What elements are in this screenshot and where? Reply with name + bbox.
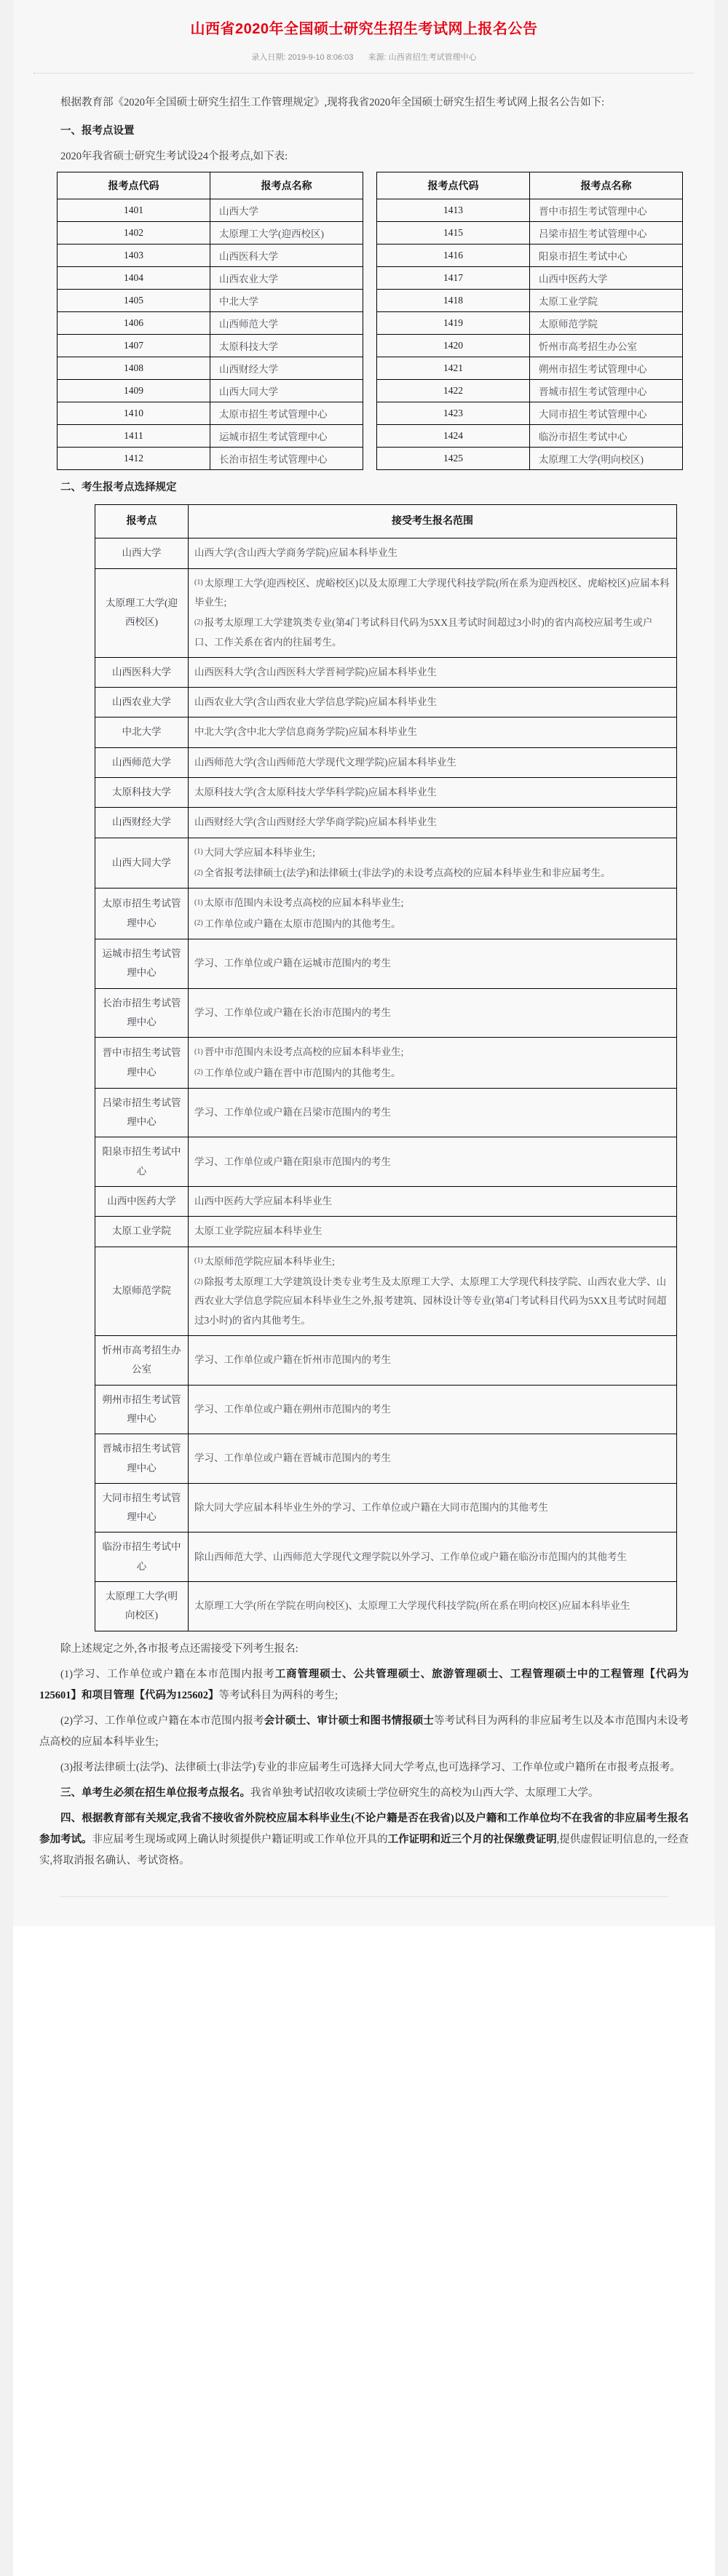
table-row: [377, 312, 683, 335]
exam-site-code: 1410: [58, 402, 210, 425]
scope-description: [189, 747, 677, 777]
exam-site-code: 1408: [58, 357, 210, 380]
scope-site-name: 太原理工大学(明向校区): [95, 1582, 189, 1631]
table-row: [95, 808, 677, 838]
note-item: [39, 1664, 689, 1706]
scope-description: [189, 1187, 677, 1217]
scope-description: [189, 1582, 677, 1631]
scope-description: [189, 939, 677, 988]
column-header-scope: 接受考生报名范围: [189, 505, 677, 538]
exam-site-code: 1413: [377, 199, 530, 222]
scope-site-name: 中北大学: [95, 717, 189, 747]
exam-site-name: 临汾市招生考试中心: [530, 425, 683, 448]
page-right-rail: [715, 0, 728, 2576]
column-header-site: 报考点: [95, 505, 189, 538]
table-header-row: [377, 172, 683, 199]
section-3-paragraph: [39, 1783, 689, 1804]
table-row: [95, 717, 677, 747]
table-row: [95, 889, 677, 939]
table-row: [377, 448, 683, 470]
scope-item-number: (1): [194, 579, 203, 587]
exam-site-code: 1415: [377, 222, 530, 245]
table-row: [95, 1217, 677, 1247]
scope-site-name: 太原市招生考试管理中心: [95, 889, 189, 939]
scope-description: [189, 988, 677, 1038]
scope-line: 学习、工作单位或户籍在阳泉市范围内的考生: [194, 1156, 391, 1167]
table-row: [58, 290, 363, 312]
scope-line: (2) 全省报考法律硕士(法学)和法律硕士(非法学)的未设考点高校的应届本科毕业生和非应届考生。: [194, 867, 611, 879]
exam-site-code: 1405: [58, 290, 210, 312]
scope-description: [189, 1038, 677, 1089]
scope-site-name: 阳泉市招生考试中心: [95, 1137, 189, 1187]
column-header-code: 报考点代码: [377, 172, 530, 199]
exam-site-name: 太原市招生考试管理中心: [210, 402, 363, 425]
section-4-paragraph: [39, 1808, 689, 1872]
exam-site-name: 太原工业学院: [530, 290, 683, 312]
scope-line: 除大同大学应届本科毕业生外的学习、工作单位或户籍在大同市范围内的其他考生: [194, 1502, 548, 1514]
scope-description: [189, 1434, 677, 1484]
exam-site-scope-body: [95, 538, 677, 1631]
scope-description: [189, 1533, 677, 1582]
section-1-heading: 一、报考点设置: [60, 125, 135, 137]
scope-description: [189, 1137, 677, 1187]
exam-site-code: 1422: [377, 380, 530, 402]
exam-site-code: 1409: [58, 380, 210, 402]
table-row: [58, 380, 363, 402]
scope-line: (1) 太原师范学院应届本科毕业生;: [194, 1255, 335, 1267]
exam-site-name: 太原师范学院: [530, 312, 683, 335]
note-prefix: (3)报考法律硕士(法学)、法律硕士(非法学)专业的非应届考生可选择大同大学考点,也可选择学习、工作单位或户籍所在市报考点报考。: [60, 1761, 681, 1773]
scope-site-name: 朔州市招生考试管理中心: [95, 1385, 189, 1434]
scope-site-name: 山西财经大学: [95, 808, 189, 838]
table-row: [377, 245, 683, 267]
table-row: [377, 199, 683, 222]
scope-description: [189, 538, 677, 568]
scope-site-name: 山西师范大学: [95, 747, 189, 777]
table-row: [377, 290, 683, 312]
exam-site-name: 山西大学: [210, 199, 363, 222]
table-row: [377, 402, 683, 425]
scope-line: 太原科技大学(含太原科技大学华科学院)应届本科毕业生: [194, 787, 437, 798]
table-row: [58, 312, 363, 335]
table-row: [95, 1038, 677, 1089]
exam-site-name: 中北大学: [210, 290, 363, 312]
column-header-code: 报考点代码: [58, 172, 210, 199]
scope-site-name: 吕梁市招生考试管理中心: [95, 1088, 189, 1137]
note-suffix: 等考试科目为两科的考生;: [218, 1689, 339, 1701]
scope-site-name: 太原科技大学: [95, 778, 189, 808]
exam-site-name: 朔州市招生考试管理中心: [530, 357, 683, 380]
table-row: [377, 335, 683, 357]
table-row: [95, 778, 677, 808]
table-row: [95, 688, 677, 717]
table-row: [377, 222, 683, 245]
footer-divider: [60, 1896, 668, 1897]
exam-site-name: 太原科技大学: [210, 335, 363, 357]
scope-site-name: 大同市招生考试管理中心: [95, 1483, 189, 1533]
scope-item-number: (2): [194, 1068, 203, 1077]
scope-description: [189, 688, 677, 717]
exam-site-code-tables: [39, 172, 689, 470]
section-3-text: 我省单独考试招收攻读硕士学位研究生的高校为山西大学、太原理工大学。: [250, 1786, 599, 1799]
scope-line: 山西农业大学(含山西农业大学信息学院)应届本科毕业生: [194, 696, 437, 708]
exam-site-code: 1406: [58, 312, 210, 335]
exam-site-code: 1418: [377, 290, 530, 312]
exam-site-name: 运城市招生考试管理中心: [210, 425, 363, 448]
note-emphasis: 工商管理硕士、公共管理硕士、旅游管理硕士、工程管理硕士中的工程管理【代码为125601】和项目管理【代码为125602】: [39, 1668, 689, 1701]
exam-site-right-body: [377, 199, 683, 470]
scope-line: (1) 太原市范围内未设考点高校的应届本科毕业生;: [194, 897, 404, 909]
exam-site-code: 1421: [377, 357, 530, 380]
table-row: [377, 267, 683, 290]
scope-site-name: 山西中医药大学: [95, 1187, 189, 1217]
scope-line: (2) 除报考太原理工大学建筑设计类专业考生及太原理工大学、太原理工大学现代科技学院、山西农业大学、山西农业大学信息学院应届本科毕业生之外,报考建筑、园林设计等专业(第4门考试科目代码为5XX且考试时间超过3小时)的省内其他考生。: [194, 1276, 667, 1326]
table-row: [95, 1137, 677, 1187]
page-title: 山西省2020年全国硕士研究生招生考试网上报名公告: [190, 21, 538, 37]
exam-site-name: 山西医科大学: [210, 245, 363, 267]
scope-site-name: 山西医科大学: [95, 657, 189, 687]
exam-site-name: 阳泉市招生考试中心: [530, 245, 683, 267]
exam-site-name: 山西大同大学: [210, 380, 363, 402]
table-header-row: [58, 172, 363, 199]
table-row: [95, 939, 677, 988]
exam-site-code: 1423: [377, 402, 530, 425]
section-4-tail: ,提供虚假证明信息的,一经查实,将取消报名确认、考试资格。: [39, 1833, 689, 1867]
exam-site-name: 太原理工大学(迎西校区): [210, 222, 363, 245]
scope-site-name: 长治市招生考试管理中心: [95, 988, 189, 1038]
exam-site-code: 1411: [58, 425, 210, 448]
scope-line: 学习、工作单位或户籍在忻州市范围内的考生: [194, 1354, 391, 1366]
exam-site-code: 1425: [377, 448, 530, 470]
document-meta: [13, 39, 715, 63]
scope-line: 太原工业学院应届本科毕业生: [194, 1225, 323, 1237]
scope-line: 学习、工作单位或户籍在朔州市范围内的考生: [194, 1403, 391, 1415]
table-row: [95, 1088, 677, 1137]
table-row: [95, 747, 677, 777]
table-row: [58, 402, 363, 425]
exam-site-name: 山西农业大学: [210, 267, 363, 290]
exam-site-code: 1412: [58, 448, 210, 470]
section-4-bold-proof: 工作证明和近三个月的社保缴费证明: [387, 1833, 557, 1845]
exam-site-code: 1416: [377, 245, 530, 267]
scope-line: 学习、工作单位或户籍在运城市范围内的考生: [194, 958, 391, 969]
exam-site-table-right: [376, 172, 683, 470]
table-row: [58, 357, 363, 380]
table-row: [95, 568, 677, 657]
exam-site-code: 1402: [58, 222, 210, 245]
table-row: [377, 380, 683, 402]
section-4-mid: 非应届考生现场或网上确认时须提供户籍证明或工作单位开具的: [92, 1833, 388, 1845]
scope-description: [189, 778, 677, 808]
exam-site-code: 1404: [58, 267, 210, 290]
scope-line: 学习、工作单位或户籍在晋城市范围内的考生: [194, 1452, 391, 1464]
note-emphasis: 会计硕士、审计硕士和图书情报硕士: [264, 1714, 434, 1727]
scope-description: [189, 1335, 677, 1385]
scope-site-name: 太原师范学院: [95, 1247, 189, 1335]
scope-line: 山西大学(含山西大学商务学院)应届本科毕业生: [194, 547, 397, 559]
scope-description: [189, 1483, 677, 1533]
table-row: [95, 1187, 677, 1217]
table-row: [95, 538, 677, 568]
document-body: [13, 73, 715, 1897]
section-2-heading: 二、考生报考点选择规定: [60, 482, 177, 493]
note-suffix: 等考试科目为两科的非应届考生以及本市范围内未设考点高校的应届本科毕业生;: [39, 1714, 689, 1748]
scope-item-number: (2): [194, 1277, 203, 1286]
scope-site-name: 运城市招生考试管理中心: [95, 939, 189, 988]
notes-list: [39, 1664, 689, 1778]
scope-description: [189, 657, 677, 687]
exam-site-code: 1407: [58, 335, 210, 357]
exam-site-name: 忻州市高考招生办公室: [530, 335, 683, 357]
exam-site-name: 山西财经大学: [210, 357, 363, 380]
table-row: [58, 267, 363, 290]
scope-description: [189, 838, 677, 889]
note-prefix: (1)学习、工作单位或户籍在本市范围内报考: [60, 1668, 275, 1680]
scope-item-number: (2): [194, 919, 203, 928]
exam-site-name: 山西师范大学: [210, 312, 363, 335]
table-row: [58, 448, 363, 470]
table-row: [95, 838, 677, 889]
table-row: [95, 988, 677, 1038]
exam-site-code: 1403: [58, 245, 210, 267]
table-row: [95, 1247, 677, 1335]
exam-site-left-body: [58, 199, 363, 470]
table-row: [95, 1582, 677, 1631]
scope-line: 山西师范大学(含山西师范大学现代文理学院)应届本科毕业生: [194, 756, 456, 768]
scope-line: 山西中医药大学应届本科毕业生: [194, 1196, 332, 1207]
page-left-rail: [0, 0, 13, 2576]
exam-site-scope-table: [95, 504, 677, 1631]
scope-line: (2) 工作单位或户籍在太原市范围内的其他考生。: [194, 918, 401, 929]
scope-line: 除山西师范大学、山西师范大学现代文理学院以外学习、工作单位或户籍在临汾市范围内的其他考生: [194, 1551, 627, 1562]
scope-line: 中北大学(含中北大学信息商务学院)应届本科毕业生: [194, 726, 417, 738]
note-item: [39, 1711, 689, 1753]
table-row: [95, 1483, 677, 1533]
scope-line: 学习、工作单位或户籍在长治市范围内的考生: [194, 1006, 391, 1018]
scope-description: [189, 568, 677, 657]
exam-site-table-left: [57, 172, 363, 470]
scope-site-name: 山西农业大学: [95, 688, 189, 717]
table-row: [58, 425, 363, 448]
document-content: [13, 0, 715, 1926]
entry-date-value: 2019-9-10 8:06:03: [288, 53, 354, 62]
column-header-name: 报考点名称: [210, 172, 363, 199]
exam-site-code: 1420: [377, 335, 530, 357]
table-row: [58, 335, 363, 357]
scope-item-number: (1): [194, 1047, 203, 1056]
table-row: [58, 222, 363, 245]
scope-description: [189, 717, 677, 747]
exam-site-name: 晋城市招生考试管理中心: [530, 380, 683, 402]
table-row: [95, 1533, 677, 1582]
scope-item-number: (1): [194, 1257, 203, 1265]
source-label: 来源:: [368, 53, 387, 62]
source-value: 山西省招生考试管理中心: [388, 53, 477, 62]
scope-site-name: 太原理工大学(迎西校区): [95, 568, 189, 657]
scope-site-name: 山西大学: [95, 538, 189, 568]
scope-description: [189, 1385, 677, 1434]
scope-item-number: (1): [194, 848, 203, 856]
column-header-name: 报考点名称: [530, 172, 683, 199]
exam-site-code: 1424: [377, 425, 530, 448]
exam-site-name: 晋中市招生考试管理中心: [530, 199, 683, 222]
exam-site-name: 大同市招生考试管理中心: [530, 402, 683, 425]
scope-site-name: 忻州市高考招生办公室: [95, 1335, 189, 1385]
exam-site-name: 吕梁市招生考试管理中心: [530, 222, 683, 245]
scope-site-name: 临汾市招生考试中心: [95, 1533, 189, 1582]
table-row: [377, 425, 683, 448]
scope-description: [189, 1088, 677, 1137]
scope-line: 太原理工大学(所在学院在明向校区)、太原理工大学现代科技学院(所在系在明向校区)应届本科毕业生: [194, 1600, 630, 1612]
scope-site-name: 晋中市招生考试管理中心: [95, 1038, 189, 1089]
exam-site-name: 太原理工大学(明向校区): [530, 448, 683, 470]
table-row: [377, 357, 683, 380]
scope-item-number: (1): [194, 898, 203, 907]
note-item: [39, 1757, 689, 1778]
scope-line: (2) 报考太原理工大学建筑类专业(第4门考试科目代码为5XX且考试时间超过3小时)的省内高校应届考生或户口、工作关系在省内的往届考生。: [194, 617, 653, 648]
exam-site-name: 长治市招生考试管理中心: [210, 448, 363, 470]
scope-description: [189, 1217, 677, 1247]
scope-description: [189, 808, 677, 838]
scope-line: (1) 太原理工大学(迎西校区、虎峪校区)以及太原理工大学现代科技学院(所在系为迎西校区、虎峪校区)应届本科毕业生;: [194, 577, 670, 608]
scope-description: [189, 1247, 677, 1335]
exam-site-name: 山西中医药大学: [530, 267, 683, 290]
scope-item-number: (2): [194, 618, 203, 627]
exam-site-code: 1401: [58, 199, 210, 222]
scope-line: 学习、工作单位或户籍在吕梁市范围内的考生: [194, 1107, 391, 1118]
scope-site-name: 晋城市招生考试管理中心: [95, 1434, 189, 1484]
table-row: [58, 199, 363, 222]
table-row: [95, 1385, 677, 1434]
scope-line: (2) 工作单位或户籍在晋中市范围内的其他考生。: [194, 1067, 401, 1078]
scope-line: (1) 大同大学应届本科毕业生;: [194, 846, 315, 858]
scope-line: (1) 晋中市范围内未设考点高校的应届本科毕业生;: [194, 1046, 404, 1058]
exam-site-code: 1419: [377, 312, 530, 335]
entry-date-label: 录入日期:: [251, 53, 286, 62]
table-row: [58, 245, 363, 267]
section-4-bold-lead: 四、根据教育部有关规定,我省不接收省外院校应届本科毕业生(不论户籍是否在我省)以及户籍和工作单位均不在我省的非应届考生报名参加考试。: [39, 1812, 689, 1845]
intro-paragraph: 根据教育部《2020年全国硕士研究生招生工作管理规定》,现将我省2020年全国硕士研究生招生考试网上报名公告如下:: [60, 97, 605, 108]
scope-line: 山西财经大学(含山西财经大学华商学院)应届本科毕业生: [194, 816, 437, 828]
note-prefix: (2)学习、工作单位或户籍在本市范围内报考: [60, 1714, 264, 1727]
scope-site-name: 山西大同大学: [95, 838, 189, 889]
scope-line: 山西医科大学(含山西医科大学晋祠学院)应届本科毕业生: [194, 666, 437, 677]
scope-description: [189, 889, 677, 939]
section-1-lead: 2020年我省硕士研究生考试设24个报考点,如下表:: [60, 151, 288, 162]
scope-site-name: 太原工业学院: [95, 1217, 189, 1247]
exam-site-code: 1417: [377, 267, 530, 290]
table-row: [95, 1335, 677, 1385]
notes-lead: 除上述规定之外,各市报考点还需接受下列考生报名:: [60, 1642, 298, 1655]
table-header-row: [95, 505, 677, 538]
table-row: [95, 1434, 677, 1484]
scope-item-number: (2): [194, 868, 203, 877]
table-row: [95, 657, 677, 687]
section-3-heading: 三、单考生必须在招生单位报考点报名。: [60, 1786, 250, 1799]
